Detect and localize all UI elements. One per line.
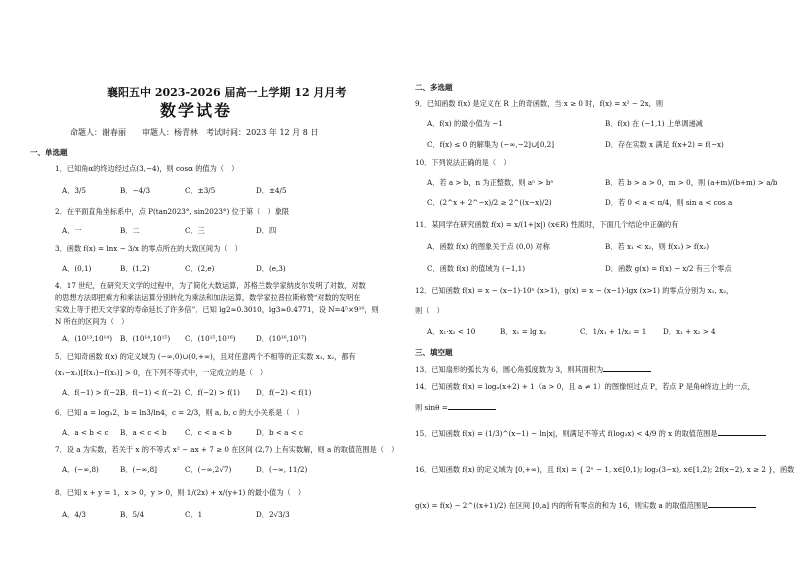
left-line-27 (120, 388, 181, 397)
left-line-44 (256, 510, 290, 519)
answer-blank[interactable] (718, 428, 766, 436)
right-line-1 (415, 99, 663, 108)
line-text: 三、填空题 (415, 348, 453, 357)
left-line-40 (55, 488, 305, 497)
line-text: D．b < a < c (256, 428, 304, 437)
exam-meta: 命题人：谢春丽 审题人：杨青林 考试时间：2023 年 12 月 8 日 (70, 128, 319, 137)
line-text: 11．某同学在研究函数 f(x) = x/(1+|x|) (x∈R) 性质时，下面几个结论中正确的有 (415, 220, 679, 229)
line-text: D．若 0 < a < π/4，则 sin a < cos a (605, 198, 733, 207)
line-text: A．x₁·x₂ < 10 (427, 327, 476, 336)
line-text: A．f(x) 的最小值为 −1 (427, 119, 503, 128)
right-line-17 (415, 306, 444, 315)
left-line-29 (256, 388, 311, 397)
left-line-25 (55, 368, 267, 377)
left-line-8 (120, 226, 140, 235)
line-text: (x₁−x₂)[f(x₁)−f(x₂)] > 0，在下列不等式中，一定成立的是（ ） (55, 368, 268, 377)
line-text: 14．已知函数 f(x) = logₐ(x+2) + 1（a > 0，且 a ≠ 1）的图像恒过点 P，若点 P 是角θ终边上的一点， (415, 382, 755, 391)
line-text: C．1 (185, 510, 203, 519)
line-text: A．(10¹³,10¹⁴) (62, 334, 113, 343)
left-line-14 (185, 264, 214, 273)
right-line-23 (415, 364, 651, 374)
right-line-27 (415, 465, 794, 474)
left-line-2 (62, 186, 86, 195)
line-text: D．(−∞, 11/2) (256, 465, 308, 474)
left-line-7 (62, 226, 82, 235)
line-text: C．f(−2) > f(1) (185, 388, 240, 397)
line-text: D．f(−2) < f(1) (256, 388, 312, 397)
line-text: 16．已知函数 f(x) 的定义域为 [0,+∞)，且 f(x) = { 2ˣ − 1, x∈[0,1); log₂(3−x), x∈[1,2); 2f(x−2), x ≥ 2 }，函数 (415, 465, 794, 474)
right-line-11 (415, 220, 678, 229)
line-text: D．存在实数 x 满足 f(x+2) = f(−x) (605, 140, 724, 149)
exam-subject: 数学试卷 (160, 101, 233, 120)
left-line-39 (256, 465, 307, 474)
right-line-24 (415, 382, 755, 391)
right-line-5 (605, 140, 724, 149)
right-line-7 (427, 178, 554, 187)
line-text: B．5/4 (120, 510, 145, 519)
right-line-22 (415, 348, 453, 357)
line-text: B．f(x) 在 (−1,1) 上单调递减 (605, 119, 703, 128)
left-line-36 (62, 465, 99, 474)
line-text: 5．已知奇函数 f(x) 的定义域为 (−∞,0)∪(0,+∞)，且对任意两个不相等的正实数 x₁, x₂，都有 (55, 352, 356, 361)
left-line-41 (62, 510, 86, 519)
line-text: A．3/5 (62, 186, 86, 195)
left-line-37 (120, 465, 157, 474)
left-line-30 (55, 408, 304, 417)
line-text: C．±3/5 (185, 186, 216, 195)
left-line-0 (30, 148, 68, 157)
right-line-6 (415, 158, 510, 167)
line-text: A．(0,1) (62, 264, 92, 273)
right-line-20 (580, 327, 646, 336)
exam-title: 襄阳五中 2023-2026 届高一上学期 12 月月考 (107, 86, 347, 99)
left-line-35 (55, 445, 398, 454)
right-line-25 (415, 402, 496, 412)
line-text: N 所在的区间为（ ） (55, 317, 129, 326)
left-line-22 (185, 334, 235, 343)
left-line-43 (185, 510, 202, 519)
right-line-19 (500, 327, 546, 336)
left-line-42 (120, 510, 144, 519)
right-line-14 (427, 264, 525, 273)
left-line-15 (256, 264, 286, 273)
left-line-20 (62, 334, 112, 343)
line-text: 12．已知函数 f(x) = x − (x−1)·10ˣ (x>1)，g(x) = x − (x−1)·lgx (x>1) 的零点分别为 x₁, x₂， (415, 286, 734, 295)
left-line-11 (55, 244, 242, 253)
left-line-19 (55, 317, 128, 326)
left-line-5 (256, 186, 287, 195)
line-text: D．x₁ + x₂ > 4 (663, 327, 716, 336)
line-text: D．(10¹⁶,10¹⁷) (256, 334, 307, 343)
line-text: C．f(x) ≤ 0 的解集为 (−∞,−2]∪[0,2] (427, 140, 555, 149)
line-text: A．一 (62, 226, 82, 235)
left-line-13 (120, 264, 150, 273)
line-text: D．(e,3) (256, 264, 286, 273)
line-text: 13．已知扇形的弧长为 6，圆心角弧度数为 3，则其面积为 (415, 365, 604, 374)
right-line-12 (427, 242, 550, 251)
line-text: B．(−∞,8] (120, 465, 157, 474)
line-text: D．四 (256, 226, 277, 235)
right-line-26 (415, 428, 766, 438)
left-line-28 (185, 388, 240, 397)
right-line-16 (415, 286, 733, 295)
line-text: C．三 (185, 226, 205, 235)
line-text: C．(−∞,2√7) (185, 465, 232, 474)
line-text: D．函数 g(x) = f(x) − x/2 有三个零点 (605, 264, 732, 273)
line-text: A．若 a > b，n 为正整数，则 aⁿ > bⁿ (427, 178, 554, 187)
line-text: B．(10¹⁴,10¹⁵) (120, 334, 171, 343)
right-line-4 (427, 140, 554, 149)
left-line-33 (185, 428, 232, 437)
line-text: A．f(−1) > f(−2) (62, 388, 123, 397)
line-text: 则 sinθ = (415, 403, 448, 412)
line-text: B．a < c < b (120, 428, 167, 437)
left-line-16 (55, 281, 366, 290)
line-text: A．(−∞,8) (62, 465, 99, 474)
line-text: 3．函数 f(x) = lnx − 3/x 的零点所在的大致区间为（ ） (55, 244, 242, 253)
left-line-23 (256, 334, 307, 343)
left-line-24 (55, 352, 356, 361)
line-text: B．若 x₁ < x₂，则 f(x₁) > f(x₂) (605, 242, 710, 251)
line-text: 则（ ） (415, 306, 444, 315)
line-text: C．(2,e) (185, 264, 215, 273)
line-text: D．±4/5 (256, 186, 287, 195)
line-text: 4．17 世纪，在研究天文学的过程中，为了简化大数运算，苏格兰数学家纳皮尔发明了对数，对数 (55, 281, 366, 290)
line-text: 二、多选题 (415, 83, 453, 92)
line-text: B．(1,2) (120, 264, 150, 273)
line-text: A．4/3 (62, 510, 86, 519)
answer-blank[interactable] (708, 500, 756, 508)
line-text: 15．已知函数 f(x) = (1/3)^(x−1) − ln|x|，则满足不等式 f(log₃x) < 4/9 的 x 的取值范围是 (415, 429, 718, 438)
left-column (12, 0, 397, 561)
line-text: B．若 b > a > 0，m > 0，则 (a+m)/(b+m) > a/b (605, 178, 778, 187)
line-text: g(x) = f(x) − 2^((x+1)/2) 在区间 [0,a] 内的所有零点的和为 16，则实数 a 的取值范围是 (415, 501, 709, 510)
line-text: 一、单选题 (30, 148, 68, 157)
right-line-9 (427, 198, 552, 207)
left-line-31 (62, 428, 108, 437)
left-line-38 (185, 465, 231, 474)
line-text: A．函数 f(x) 的图象关于点 (0,0) 对称 (427, 242, 550, 251)
line-text: 9．已知函数 f(x) 是定义在 R 上的奇函数，当 x ≥ 0 时，f(x) = x² − 2x，则 (415, 99, 664, 108)
left-line-10 (256, 226, 276, 235)
line-text: 7．设 a 为实数，若关于 x 的不等式 x² − ax + 7 ≥ 0 在区间 (2,7) 上有实数解，则 a 的取值范围是（ ） (55, 445, 399, 454)
left-line-3 (120, 186, 150, 195)
line-text: C．1/x₁ + 1/x₂ = 1 (580, 327, 647, 336)
right-line-8 (605, 178, 778, 187)
line-text: 实效上等于把天文学家的寿命延长了许多倍”．已知 lg2≈0.3010，lg3≈0.4771，设 N=4⁵×9¹⁰，则 (55, 305, 379, 314)
line-text: C．c < a < b (185, 428, 232, 437)
right-line-18 (427, 327, 475, 336)
right-line-0 (415, 83, 453, 92)
line-text: 1．已知角α的终边经过点(3,−4)，则 cosα 的值为（ ） (55, 164, 239, 173)
line-text: 的思想方法即把乘方和乘法运算分别转化为乘法和加法运算，数学家拉普拉斯称赞“对数的发明在 (55, 293, 361, 302)
left-line-21 (120, 334, 170, 343)
answer-blank[interactable] (603, 364, 651, 372)
line-text: B．−4/3 (120, 186, 151, 195)
line-text: 8．已知 x + y = 1，x > 0，y > 0，则 1/(2x) + x/(y+1) 的最小值为（ ） (55, 488, 306, 497)
left-line-17 (55, 293, 361, 302)
left-line-1 (55, 164, 238, 173)
left-line-26 (62, 388, 123, 397)
left-line-9 (185, 226, 205, 235)
left-line-12 (62, 264, 91, 273)
left-line-4 (185, 186, 215, 195)
left-line-32 (120, 428, 167, 437)
right-line-28 (415, 500, 756, 510)
line-text: A．a < b < c (62, 428, 109, 437)
right-line-10 (605, 198, 732, 207)
line-text: 2．在平面直角坐标系中，点 P(tan2023°, sin2023°) 位于第（ ）象限 (55, 207, 290, 216)
line-text: B．x₁ = lg x₂ (500, 327, 547, 336)
left-line-34 (256, 428, 303, 437)
left-line-18 (55, 305, 379, 314)
right-line-13 (605, 242, 709, 251)
right-line-15 (605, 264, 732, 273)
line-text: C．函数 f(x) 的值域为 (−1,1) (427, 264, 526, 273)
right-column (405, 0, 794, 561)
left-line-6 (55, 207, 289, 216)
line-text: D．2√3/3 (256, 510, 290, 519)
line-text: 6．已知 a = log₃2，b = ln3/ln4，c = 2/3，则 a, b, c 的大小关系是（ ） (55, 408, 304, 417)
right-line-21 (663, 327, 716, 336)
line-text: B．二 (120, 226, 140, 235)
line-text: C．(2^x + 2^−x)/2 ≥ 2^((x−x)/2) (427, 198, 552, 207)
line-text: C．(10¹⁵,10¹⁶) (185, 334, 236, 343)
answer-blank[interactable] (448, 402, 496, 410)
right-line-2 (427, 119, 503, 128)
line-text: 10．下列说法正确的是（ ） (415, 158, 511, 167)
right-line-3 (605, 119, 703, 128)
line-text: B．f(−1) < f(−2) (120, 388, 181, 397)
